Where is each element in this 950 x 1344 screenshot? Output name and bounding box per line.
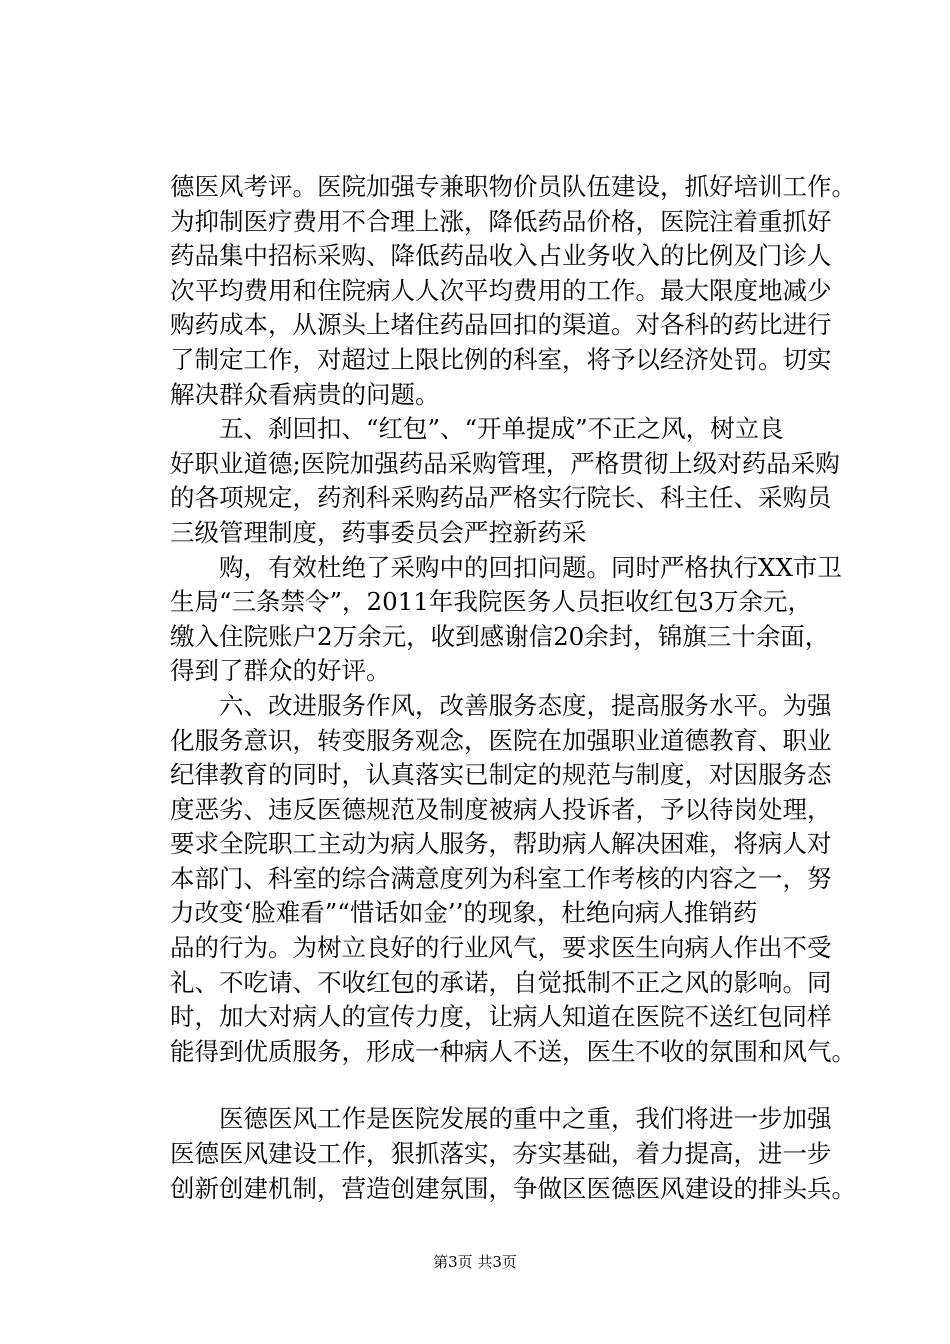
text-line: 德医风考评。医院加强专兼职物价员队伍建设，抓好培训工作。	[170, 172, 856, 201]
text-line: 了制定工作，对超过上限比例的科室，将予以经济处罚。切实	[170, 344, 832, 374]
text-line: 礼、不吃请、不收红包的承诺，自觉抵制不正之风的影响。同	[170, 967, 832, 997]
paragraph-section-five	[170, 412, 860, 550]
text-line: 的各项规定，药剂科采购药品严格实行院长、科主任、采购员	[170, 483, 832, 513]
text-line: 购，有效杜绝了采购中的回扣问题。同时严格执行XX市卫	[170, 552, 842, 582]
text-line: 医德医风工作是医院发展的重中之重，我们将进一步加强	[170, 1104, 832, 1134]
text-line: 化服务意识，转变服务观念，医院在加强职业道德教育、职业	[170, 725, 832, 755]
text-line: 创新创建机制，营造创建氛围，争做区医德医风建设的排头兵。	[170, 1173, 856, 1203]
text-line: 缴入住院账户2万余元，收到感谢信20余封，锦旗三十余面，	[170, 621, 830, 651]
text-line: 医德医风建设工作，狠抓落实，夯实基础，着力提高，进一步	[170, 1139, 832, 1169]
text-line: 三级管理制度，药事委员会严控新药采	[170, 517, 587, 547]
text-line: 药品集中招标采购、降低药品收入占业务收入的比例及门诊人	[170, 241, 832, 271]
text-line: 六、改进服务作风，改善服务态度，提高服务水平。为强	[170, 690, 832, 720]
page-number-footer: 第3页 共3页	[433, 1253, 517, 1271]
document-body	[170, 170, 860, 1206]
paragraph-section-six	[170, 689, 860, 1070]
text-line: 度恶劣、违反医德规范及制度被病人投诉者，予以待岗处理，	[170, 794, 832, 824]
text-line: 次平均费用和住院病人人次平均费用的工作。最大限度地减少	[170, 275, 832, 305]
text-line: 为抑制医疗费用不合理上涨，降低药品价格，医院注着重抓好	[170, 206, 832, 236]
paragraph-conclusion	[170, 1102, 860, 1206]
paragraph-price-control	[170, 170, 860, 412]
text-line: 力改变‘脸难看”“惜话如金’’的现象，杜绝向病人推销药	[170, 898, 758, 928]
paragraph-section-five-continued	[170, 551, 860, 689]
text-line: 纪律教育的同时，认真落实已制定的规范与制度，对因服务态	[170, 760, 832, 790]
text-line: 购药成本，从源头上堵住药品回扣的渠道。对各科的药比进行	[170, 310, 832, 340]
paragraph-gap	[170, 1069, 860, 1102]
text-line: 本部门、科室的综合满意度列为科室工作考核的内容之一，努	[170, 863, 832, 893]
text-line: 时，加大对病人的宣传力度，让病人知道在医院不送红包同样	[170, 1002, 832, 1032]
text-line: 要求全院职工主动为病人服务，帮助病人解决困难，将病人对	[170, 829, 832, 859]
text-line: 五、刹回扣、“红包”、“开单提成”不正之风，树立良	[170, 414, 784, 444]
text-line: 得到了群众的好评。	[170, 656, 391, 686]
text-line: 能得到优质服务，形成一种病人不送，医生不收的氛围和风气。	[170, 1036, 856, 1066]
text-line: 生局“三条禁令”，2011年我院医务人员拒收红包3万余元，	[170, 587, 812, 617]
text-line: 解决群众看病贵的问题。	[170, 379, 440, 409]
text-line: 品的行为。为树立良好的行业风气，要求医生向病人作出不受	[170, 933, 832, 963]
text-line: 好职业道德;医院加强药品采购管理，严格贯彻上级对药品采购	[170, 448, 840, 478]
